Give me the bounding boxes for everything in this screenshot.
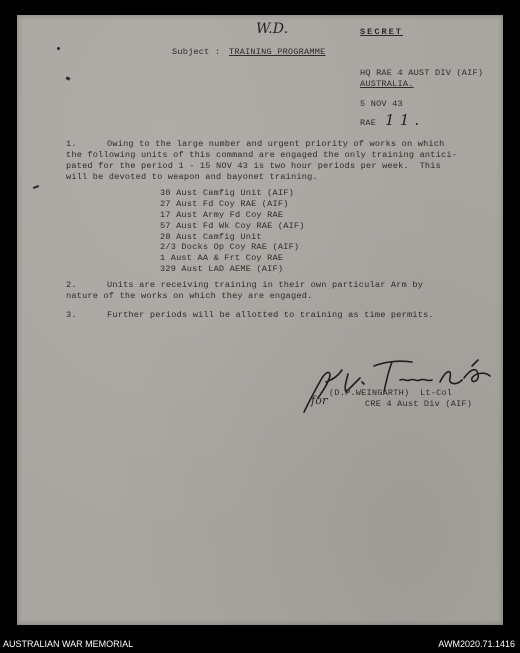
para1-line: pated for the period 1 - 15 NOV 43 is two hour periods per week. This [66, 161, 441, 171]
subject-label: Subject : [172, 47, 221, 57]
para1-line: Owing to the large number and urgent priority of works on which [107, 139, 445, 149]
para2-line: nature of the works on which they are engaged. [66, 291, 313, 301]
unit-list-item: 27 Aust Fd Coy RAE (AIF) [160, 199, 289, 209]
reference-number: 1 1 . [385, 111, 420, 129]
para1-line: the following units of this command are engaged the only training antici- [66, 150, 458, 160]
unit-list-item: 30 Aust Camfig Unit (AIF) [160, 188, 294, 198]
para3-number: 3. [66, 310, 77, 320]
unit-list-item: 1 Aust AA & Frt Coy RAE [160, 253, 284, 263]
archive-reference: AWM2020.71.1416 [438, 639, 515, 649]
para2-line: Units are receiving training in their own particular Arm by [107, 280, 424, 290]
para2-number: 2. [66, 280, 77, 290]
signatory-name: (D.P.WEINGARTH) Lt-Col [329, 388, 453, 398]
handwritten-file-note: W.D. [256, 21, 289, 37]
signature-for-prefix: for [311, 394, 328, 407]
unit-list-item: 28 Aust Camfig Unit [160, 232, 262, 242]
document-date: 5 NOV 43 [360, 99, 403, 109]
unit-list-item: 57 Aust Fd Wk Coy RAE (AIF) [160, 221, 305, 231]
para1-line: will be devoted to weapon and bayonet training. [66, 172, 318, 182]
unit-list-item: 2/3 Docks Op Coy RAE (AIF) [160, 242, 300, 252]
archive-credit: AUSTRALIAN WAR MEMORIAL [3, 639, 134, 649]
ink-mark [57, 47, 60, 50]
document-page [17, 15, 503, 625]
unit-list-item: 17 Aust Army Fd Coy RAE [160, 210, 284, 220]
signatory-title: CRE 4 Aust Div (AIF) [365, 399, 473, 409]
para3-line: Further periods will be allotted to training as time permits. [107, 310, 434, 320]
subject-title: TRAINING PROGRAMME [229, 47, 326, 57]
para1-number: 1. [66, 139, 77, 149]
unit-list-item: 329 Aust LAD AEME (AIF) [160, 264, 284, 274]
hq-address-line2: AUSTRALIA. [360, 79, 414, 89]
classification-label: SECRET [360, 27, 403, 37]
hq-address-line1: HQ RAE 4 AUST DIV (AIF) [360, 68, 484, 78]
reference-prefix: RAE [360, 118, 377, 128]
